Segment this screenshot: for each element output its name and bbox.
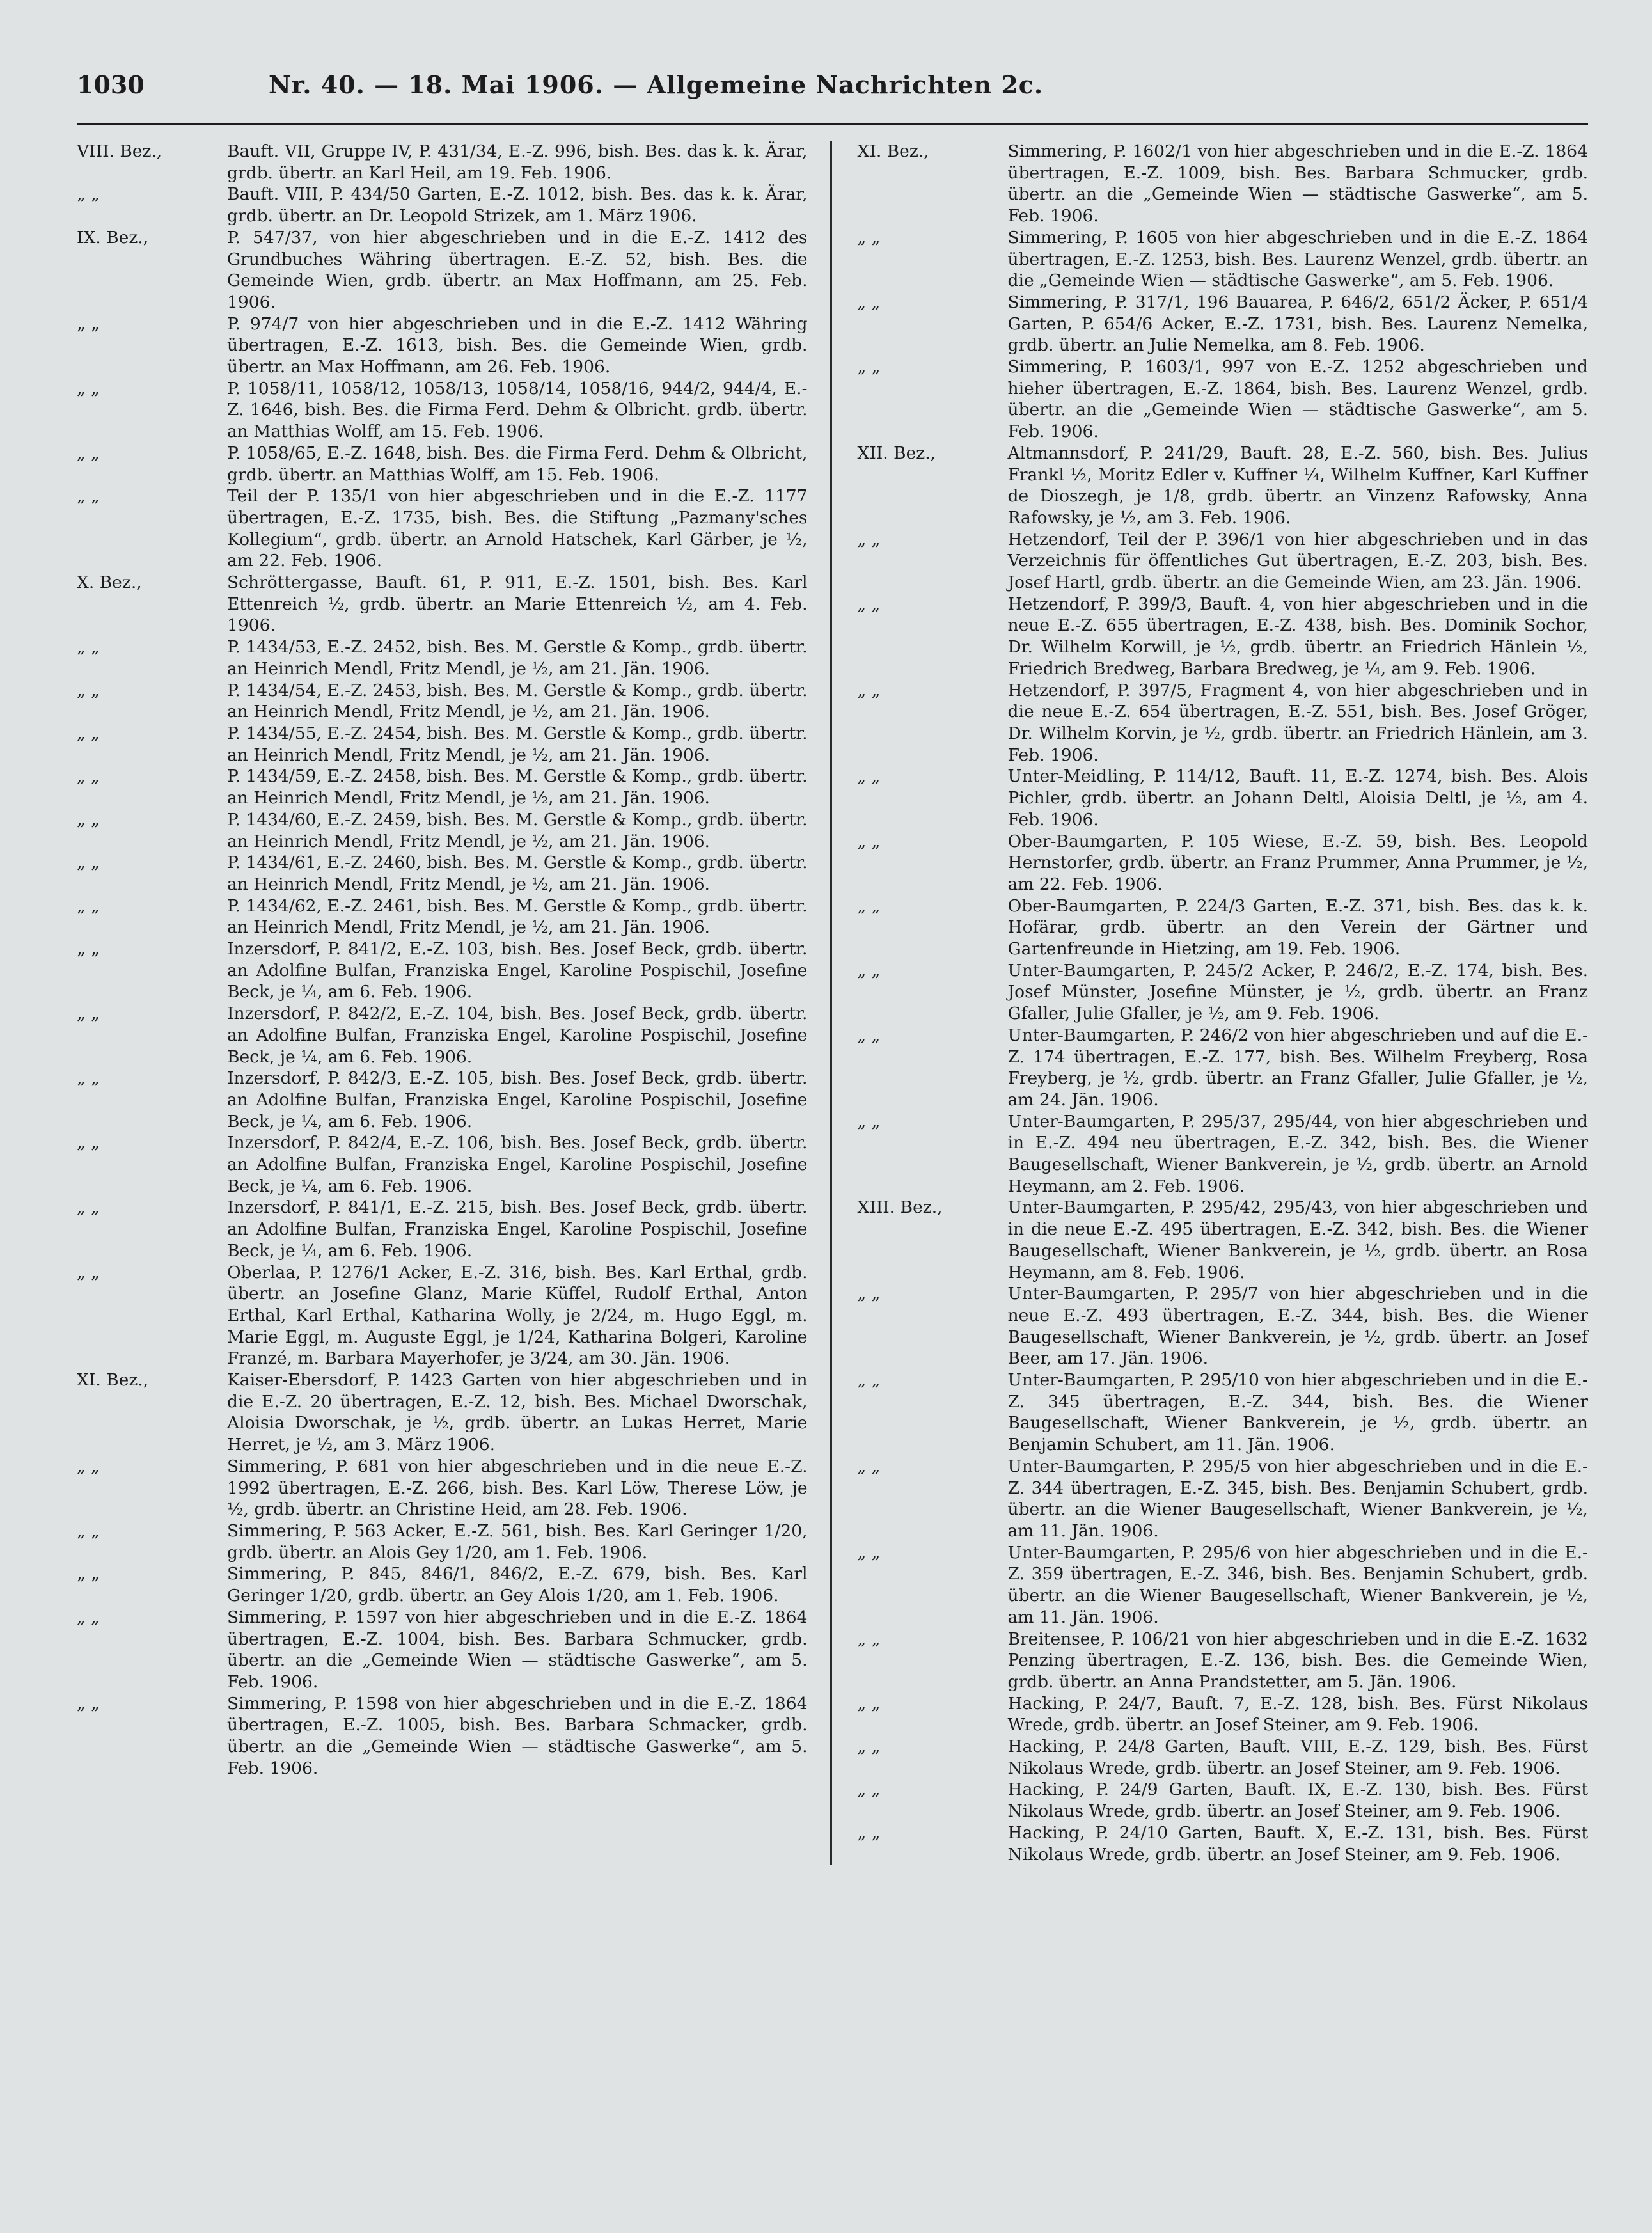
district-prefix: „ „ — [857, 1284, 881, 1304]
district-prefix: „ „ — [77, 1607, 100, 1627]
district-prefix: „ „ — [857, 831, 881, 851]
district-prefix: „ „ — [77, 939, 100, 959]
district-prefix: „ „ — [77, 443, 100, 463]
entry-text: Simmering, P. 563 Acker, E.-Z. 561, bish. Bes. Karl Geringer 1/20, grdb. übertr. an Alois Gey 1/20, am 1. Feb. 1906. — [227, 1521, 808, 1563]
district-prefix: „ „ — [857, 896, 881, 916]
register-entry — [77, 1003, 808, 1068]
register-entry — [858, 766, 1589, 830]
register-entry — [77, 809, 808, 852]
register-entry — [77, 852, 808, 895]
entry-text: Simmering, P. 1603/1, 997 von E.-Z. 1252 abgeschrieben und hieher übertragen, E.-Z. 1864, bish. Bes. Laurenz Wenzel, grdb. übertr. an die „Gemeinde Wien — städtische Gaswerke“, am 5. Feb. 1906. — [1007, 357, 1588, 442]
district-prefix: „ „ — [77, 1262, 100, 1282]
register-entry — [858, 1629, 1589, 1693]
district-prefix: „ „ — [77, 313, 100, 334]
district-prefix: „ „ — [857, 960, 881, 981]
entry-text: Hacking, P. 24/10 Garten, Bauft. X, E.-Z. 131, bish. Bes. Fürst Nikolaus Wrede, grdb. übertr. an Josef Steiner, am 9. Feb. 1906. — [1007, 1822, 1588, 1865]
register-entry — [77, 1520, 808, 1563]
entry-text: Unter-Meidling, P. 114/12, Bauft. 11, E.-Z. 1274, bish. Bes. Alois Pichler, grdb. übertr. an Johann Deltl, Aloisia Deltl, je ½, am 4. Feb. 1906. — [1007, 766, 1588, 830]
register-entry — [77, 1563, 808, 1606]
district-prefix: „ „ — [857, 357, 881, 377]
entry-text: Unter-Baumgarten, P. 295/10 von hier abgeschrieben und in die E.-Z. 345 übertragen, E.-Z. 344, bish. Bes. die Wiener Baugesellschaft, Wiener Bankverein, je ½, grdb. übertr. an Benjamin Schubert, am 11. Jän. 1906. — [1007, 1370, 1588, 1455]
entry-text: P. 1434/53, E.-Z. 2452, bish. Bes. M. Gerstle & Komp., grdb. übertr. an Heinrich Mendl, Fritz Mendl, je ½, am 21. Jän. 1906. — [227, 637, 808, 679]
register-entry — [77, 1132, 808, 1197]
register-entry — [77, 572, 808, 636]
district-prefix: „ „ — [77, 637, 100, 658]
register-entry — [77, 1693, 808, 1779]
register-entry — [77, 141, 808, 184]
entry-text: Hacking, P. 24/9 Garten, Bauft. IX, E.-Z. 130, bish. Bes. Fürst Nikolaus Wrede, grdb. übertr. an Josef Steiner, am 9. Feb. 1906. — [1007, 1779, 1588, 1822]
register-entry — [77, 680, 808, 723]
entry-text: Inzersdorf, P. 841/1, E.-Z. 215, bish. Bes. Josef Beck, grdb. übertr. an Adolfine Bulfan, Franziska Engel, Karoline Pospischil, Josefine Beck, je ¼, am 6. Feb. 1906. — [227, 1197, 808, 1261]
register-entry — [858, 680, 1589, 766]
entry-text: Unter-Baumgarten, P. 295/7 von hier abgeschrieben und in die neue E.-Z. 493 übertragen, E.-Z. 344, bish. Bes. die Wiener Baugesellschaft, Wiener Bankverein, je ½, grdb. übertr. an Josef Beer, am 17. Jän. 1906. — [1007, 1284, 1588, 1369]
district-prefix: „ „ — [77, 723, 100, 743]
register-entry — [858, 356, 1589, 443]
district-prefix: „ „ — [857, 1370, 881, 1391]
entry-text: P. 1058/11, 1058/12, 1058/13, 1058/14, 1058/16, 944/2, 944/4, E.-Z. 1646, bish. Bes. die Firma Ferd. Dehm & Olbricht. grdb. übertr. an Matthias Wolff, am 15. Feb. 1906. — [227, 378, 808, 442]
district-prefix: „ „ — [77, 1693, 100, 1714]
district-prefix: „ „ — [857, 1456, 881, 1476]
entry-text: Breitensee, P. 106/21 von hier abgeschrieben und in die E.-Z. 1632 Penzing übertragen, E.-Z. 136, bish. Bes. die Gemeinde Wien, grdb. übertr. an Anna Prandstetter, am 5. Jän. 1906. — [1007, 1629, 1588, 1692]
district-prefix: „ „ — [857, 766, 881, 787]
district-prefix: „ „ — [77, 486, 100, 507]
district-prefix: „ „ — [77, 1197, 100, 1218]
header-rule — [77, 123, 1588, 125]
district-prefix: „ „ — [77, 809, 100, 830]
entry-text: Unter-Baumgarten, P. 295/42, 295/43, von hier abgeschrieben und in die neue E.-Z. 495 übertragen, E.-Z. 342, bish. Bes. die Wiener Baugesellschaft, Wiener Bankverein, je ½, grdb. übertr. an Rosa Heymann, am 8. Feb. 1906. — [1007, 1197, 1588, 1282]
entry-text: Hetzendorf, P. 399/3, Bauft. 4, von hier abgeschrieben und in die neue E.-Z. 655 übertragen, E.-Z. 438, bish. Bes. Dominik Sochor, Dr. Wilhelm Korwill, je ½, grdb. übertr. an Friedrich Hänlein ½, Friedrich Bredweg, Barbara Bredweg, je ¼, am 9. Feb. 1906. — [1007, 594, 1588, 679]
register-entry — [858, 141, 1589, 227]
register-entry — [77, 723, 808, 766]
entry-text: P. 1434/55, E.-Z. 2454, bish. Bes. M. Gerstle & Komp., grdb. übertr. an Heinrich Mendl, Fritz Mendl, je ½, am 21. Jän. 1906. — [227, 723, 808, 765]
district-prefix: „ „ — [857, 594, 881, 614]
entry-text: Unter-Baumgarten, P. 295/37, 295/44, von hier abgeschrieben und in E.-Z. 494 neu übertragen, E.-Z. 342, bish. Bes. die Wiener Baugesellschaft, Wiener Bankverein, je ½, grdb. übertr. an Arnold Heymann, am 2. Feb. 1906. — [1007, 1111, 1588, 1196]
entry-text: Simmering, P. 1597 von hier abgeschrieben und in die E.-Z. 1864 übertragen, E.-Z. 1004, bish. Bes. Barbara Schmucker, grdb. übertr. an die „Gemeinde Wien — städtische Gaswerke“, am 5. Feb. 1906. — [227, 1607, 808, 1692]
entry-text: Simmering, P. 1605 von hier abgeschrieben und in die E.-Z. 1864 übertragen, E.-Z. 1253, bish. Bes. Laurenz Wenzel, grdb. übertr. an die „Gemeinde Wien — städtische Gaswerke“, am 5. Feb. 1906. — [1007, 227, 1588, 291]
district-prefix: „ „ — [857, 529, 881, 549]
register-entry — [77, 443, 808, 485]
register-entry — [858, 443, 1589, 529]
district-prefix: „ „ — [857, 680, 881, 700]
entry-text: Unter-Baumgarten, P. 295/5 von hier abgeschrieben und in die E.-Z. 344 übertragen, E.-Z. 345, bish. Bes. Benjamin Schubert, grdb. übertr. an die Wiener Baugesellschaft, Wiener Bankverein, je ½, am 11. Jän. 1906. — [1007, 1456, 1588, 1541]
entry-text: Simmering, P. 317/1, 196 Bauarea, P. 646/2, 651/2 Äcker, P. 651/4 Garten, P. 654/6 Acker, E.-Z. 1731, bish. Bes. Laurenz Nemelka, grdb. übertr. an Julie Nemelka, am 8. Feb. 1906. — [1007, 292, 1588, 356]
district-prefix: XI. Bez., — [857, 141, 929, 161]
entry-text: Unter-Baumgarten, P. 295/6 von hier abgeschrieben und in die E.-Z. 359 übertragen, E.-Z. 346, bish. Bes. Benjamin Schubert, grdb. übertr. an die Wiener Baugesellschaft, Wiener Bankverein, je ½, am 11. Jän. 1906. — [1007, 1542, 1588, 1627]
district-prefix: XIII. Bez., — [857, 1197, 943, 1218]
register-entry — [77, 1262, 808, 1370]
register-entry — [858, 1283, 1589, 1369]
entry-text: Inzersdorf, P. 841/2, E.-Z. 103, bish. Bes. Josef Beck, grdb. übertr. an Adolfine Bulfan, Franziska Engel, Karoline Pospischil, Josefine Beck, je ¼, am 6. Feb. 1906. — [227, 939, 808, 1002]
district-prefix: „ „ — [77, 1068, 100, 1089]
register-entry — [77, 938, 808, 1003]
page-header — [77, 70, 1588, 122]
entry-text: Bauft. VII, Gruppe IV, P. 431/34, E.-Z. 996, bish. Bes. das k. k. Ärar, grdb. übertr. an Karl Heil, am 19. Feb. 1906. — [227, 141, 808, 183]
register-entry — [77, 378, 808, 443]
district-prefix: „ „ — [77, 896, 100, 916]
register-entry — [77, 227, 808, 313]
entry-text: Teil der P. 135/1 von hier abgeschrieben und in die E.-Z. 1177 übertragen, E.-Z. 1735, bish. Bes. die Stiftung „Pazmany'sches Kollegium“, grdb. übertr. an Arnold Hatschek, Karl Gärber, je ½, am 22. Feb. 1906. — [227, 486, 808, 571]
entry-text: Hacking, P. 24/7, Bauft. 7, E.-Z. 128, bish. Bes. Fürst Nikolaus Wrede, grdb. übertr. an Josef Steiner, am 9. Feb. 1906. — [1007, 1693, 1588, 1735]
entry-text: Ober-Baumgarten, P. 105 Wiese, E.-Z. 59, bish. Bes. Leopold Hernstorfer, grdb. übertr. an Franz Prummer, Anna Prummer, je ½, am 22. Feb. 1906. — [1007, 831, 1588, 894]
entry-text: P. 1434/61, E.-Z. 2460, bish. Bes. M. Gerstle & Komp., grdb. übertr. an Heinrich Mendl, Fritz Mendl, je ½, am 21. Jän. 1906. — [227, 853, 808, 894]
entry-text: P. 1434/62, E.-Z. 2461, bish. Bes. M. Gerstle & Komp., grdb. übertr. an Heinrich Mendl, Fritz Mendl, je ½, am 21. Jän. 1906. — [227, 896, 808, 938]
register-entry — [858, 1369, 1589, 1456]
register-entry — [77, 485, 808, 572]
entry-text: Inzersdorf, P. 842/2, E.-Z. 104, bish. Bes. Josef Beck, grdb. übertr. an Adolfine Bulfan, Franziska Engel, Karoline Pospischil, Josefine Beck, je ¼, am 6. Feb. 1906. — [227, 1004, 808, 1067]
district-prefix: „ „ — [77, 1521, 100, 1541]
district-prefix: „ „ — [857, 1111, 881, 1132]
register-entry — [858, 1779, 1589, 1822]
register-entry — [858, 1456, 1589, 1542]
district-prefix: „ „ — [77, 184, 100, 205]
district-prefix: „ „ — [77, 853, 100, 873]
entry-text: Oberlaa, P. 1276/1 Acker, E.-Z. 316, bish. Bes. Karl Erthal, grdb. übertr. an Josefine Glanz, Marie Küffel, Rudolf Erthal, Anton Erthal, Karl Erthal, Katharina Wolly, je 2/24, m. Hugo Eggl, m. Marie Eggl, m. Auguste Eggl, je 1/24, Katharina Bolgeri, Karoline Franzé, m. Barbara Mayerhofer, je 3/24, am 30. Jän. 1906. — [227, 1262, 808, 1369]
register-entry — [858, 1025, 1589, 1111]
register-entry — [858, 529, 1589, 594]
register-entry — [77, 1607, 808, 1693]
entry-text: Simmering, P. 845, 846/1, 846/2, E.-Z. 679, bish. Bes. Karl Geringer 1/20, grdb. übertr. an Gey Alois 1/20, am 1. Feb. 1906. — [227, 1564, 808, 1606]
district-prefix: „ „ — [857, 292, 881, 312]
entry-text: Simmering, P. 1602/1 von hier abgeschrieben und in die E.-Z. 1864 übertragen, E.-Z. 1009, bish. Bes. Barbara Schmucker, grdb. übertr. an die „Gemeinde Wien — städtische Gaswerke“, am 5. Feb. 1906. — [1007, 141, 1588, 226]
entry-text: Ober-Baumgarten, P. 224/3 Garten, E.-Z. 371, bish. Bes. das k. k. Hofärar, grdb. übertr. an den Verein der Gärtner und Gartenfreunde in Hietzing, am 19. Feb. 1906. — [1007, 896, 1588, 959]
register-entry — [77, 184, 808, 226]
entry-text: Hetzendorf, P. 397/5, Fragment 4, von hier abgeschrieben und in die neue E.-Z. 654 übertragen, E.-Z. 551, bish. Bes. Josef Gröger, Dr. Wilhelm Korvin, je ½, grdb. übertr. an Friedrich Hänlein, am 3. Feb. 1906. — [1007, 680, 1588, 765]
district-prefix: „ „ — [857, 227, 881, 248]
columns — [77, 141, 1588, 1865]
district-prefix: VIII. Bez., — [77, 141, 162, 161]
entry-text: Schröttergasse, Bauft. 61, P. 911, E.-Z. 1501, bish. Bes. Karl Ettenreich ½, grdb. übertr. an Marie Ettenreich ½, am 4. Feb. 1906. — [227, 572, 808, 636]
district-prefix: „ „ — [857, 1737, 881, 1757]
register-entry — [77, 1369, 808, 1456]
register-entry — [858, 1197, 1589, 1283]
district-prefix: „ „ — [857, 1693, 881, 1714]
entry-text: Hetzendorf, Teil der P. 396/1 von hier abgeschrieben und in das Verzeichnis für öffentliches Gut übertragen, E.-Z. 203, bish. Bes. Josef Hartl, grdb. übertr. an die Gemeinde Wien, am 23. Jän. 1906. — [1007, 529, 1588, 593]
register-entry — [858, 227, 1589, 292]
register-entry — [858, 594, 1589, 680]
entry-text: Kaiser-Ebersdorf, P. 1423 Garten von hier abgeschrieben und in die E.-Z. 20 übertragen, E.-Z. 12, bish. Bes. Michael Dworschak, Aloisia Dworschak, je ½, grdb. übertr. an Lukas Herret, Marie Herret, je ½, am 3. März 1906. — [227, 1370, 808, 1455]
district-prefix: „ „ — [77, 1564, 100, 1584]
left-column — [77, 141, 832, 1865]
district-prefix: „ „ — [857, 1779, 881, 1800]
entry-text: P. 1434/54, E.-Z. 2453, bish. Bes. M. Gerstle & Komp., grdb. übertr. an Heinrich Mendl, Fritz Mendl, je ½, am 21. Jän. 1906. — [227, 680, 808, 722]
entry-text: Inzersdorf, P. 842/3, E.-Z. 105, bish. Bes. Josef Beck, grdb. übertr. an Adolfine Bulfan, Franziska Engel, Karoline Pospischil, Josefine Beck, je ¼, am 6. Feb. 1906. — [227, 1068, 808, 1132]
register-entry — [858, 1693, 1589, 1736]
register-entry — [77, 1068, 808, 1132]
district-prefix: IX. Bez., — [77, 227, 149, 248]
entry-text: P. 1434/59, E.-Z. 2458, bish. Bes. M. Gerstle & Komp., grdb. übertr. an Heinrich Mendl, Fritz Mendl, je ½, am 21. Jän. 1906. — [227, 766, 808, 809]
register-entry — [77, 766, 808, 809]
register-entry — [77, 636, 808, 679]
entry-text: P. 1434/60, E.-Z. 2459, bish. Bes. M. Gerstle & Komp., grdb. übertr. an Heinrich Mendl, Fritz Mendl, je ½, am 21. Jän. 1906. — [227, 809, 808, 851]
register-entry — [858, 1542, 1589, 1629]
page-number: 1030 — [77, 70, 145, 99]
district-prefix: „ „ — [77, 1456, 100, 1476]
entry-text: Unter-Baumgarten, P. 246/2 von hier abgeschrieben und auf die E.-Z. 174 übertragen, E.-Z. 177, bish. Bes. Wilhelm Freyberg, Rosa Freyberg, je ½, grdb. übertr. an Franz Gfaller, Julie Gfaller, je ½, am 24. Jän. 1906. — [1007, 1025, 1588, 1110]
register-entry — [77, 896, 808, 938]
entry-text: P. 547/37, von hier abgeschrieben und in die E.-Z. 1412 des Grundbuches Währing übertragen. E.-Z. 52, bish. Bes. die Gemeinde Wien, grdb. übertr. an Max Hoffmann, am 25. Feb. 1906. — [227, 227, 808, 312]
register-entry — [858, 1111, 1589, 1197]
entry-text: Altmannsdorf, P. 241/29, Bauft. 28, E.-Z. 560, bish. Bes. Julius Frankl ½, Moritz Edler v. Kuffner ¼, Wilhelm Kuffner, Karl Kuffner de Dioszegh, je 1/8, grdb. übertr. an Vinzenz Rafowsky, Anna Rafowsky, je ½, am 3. Feb. 1906. — [1007, 443, 1588, 528]
entry-text: Simmering, P. 681 von hier abgeschrieben und in die neue E.-Z. 1992 übertragen, E.-Z. 266, bish. Bes. Karl Löw, Therese Löw, je ½, grdb. übertr. an Christine Heid, am 28. Feb. 1906. — [227, 1456, 808, 1520]
entry-text: P. 974/7 von hier abgeschrieben und in die E.-Z. 1412 Währing übertragen, E.-Z. 1613, bish. Bes. die Gemeinde Wien, grdb. übertr. an Max Hoffmann, am 26. Feb. 1906. — [227, 313, 808, 377]
register-entry — [858, 896, 1589, 960]
register-entry — [858, 292, 1589, 356]
district-prefix: „ „ — [77, 1133, 100, 1153]
district-prefix: „ „ — [857, 1542, 881, 1563]
district-prefix: „ „ — [77, 378, 100, 398]
district-prefix: „ „ — [857, 1822, 881, 1843]
page-title: Nr. 40. — 18. Mai 1906. — Allgemeine Nachrichten 2c. — [269, 70, 1044, 99]
entry-text: Simmering, P. 1598 von hier abgeschrieben und in die E.-Z. 1864 übertragen, E.-Z. 1005, bish. Bes. Barbara Schmacker, grdb. übertr. an die „Gemeinde Wien — städtische Gaswerke“, am 5. Feb. 1906. — [227, 1693, 808, 1778]
district-prefix: X. Bez., — [77, 572, 142, 593]
register-entry — [858, 960, 1589, 1025]
register-entry — [77, 1456, 808, 1520]
register-entry — [858, 1736, 1589, 1779]
register-entry — [77, 1197, 808, 1261]
district-prefix: „ „ — [77, 680, 100, 700]
register-entry — [858, 831, 1589, 896]
district-prefix: „ „ — [77, 1004, 100, 1024]
district-prefix: „ „ — [857, 1025, 881, 1045]
entry-text: Unter-Baumgarten, P. 245/2 Acker, P. 246/2, E.-Z. 174, bish. Bes. Josef Münster, Josefine Münster, je ½, grdb. übertr. an Franz Gfaller, Julie Gfaller, je ½, am 9. Feb. 1906. — [1007, 960, 1588, 1024]
district-prefix: XII. Bez., — [857, 443, 936, 463]
entry-text: Bauft. VIII, P. 434/50 Garten, E.-Z. 1012, bish. Bes. das k. k. Ärar, grdb. übertr. an Dr. Leopold Strizek, am 1. März 1906. — [227, 184, 808, 226]
right-column — [832, 141, 1589, 1865]
district-prefix: XI. Bez., — [77, 1370, 149, 1391]
register-entry — [77, 313, 808, 378]
register-entry — [858, 1822, 1589, 1865]
district-prefix: „ „ — [77, 766, 100, 787]
entry-text: Inzersdorf, P. 842/4, E.-Z. 106, bish. Bes. Josef Beck, grdb. übertr. an Adolfine Bulfan, Franziska Engel, Karoline Pospischil, Josefine Beck, je ¼, am 6. Feb. 1906. — [227, 1133, 808, 1196]
district-prefix: „ „ — [857, 1629, 881, 1649]
entry-text: P. 1058/65, E.-Z. 1648, bish. Bes. die Firma Ferd. Dehm & Olbricht, grdb. übertr. an Matthias Wolff, am 15. Feb. 1906. — [227, 443, 808, 485]
entry-text: Hacking, P. 24/8 Garten, Bauft. VIII, E.-Z. 129, bish. Bes. Fürst Nikolaus Wrede, grdb. übertr. an Josef Steiner, am 9. Feb. 1906. — [1007, 1737, 1588, 1778]
